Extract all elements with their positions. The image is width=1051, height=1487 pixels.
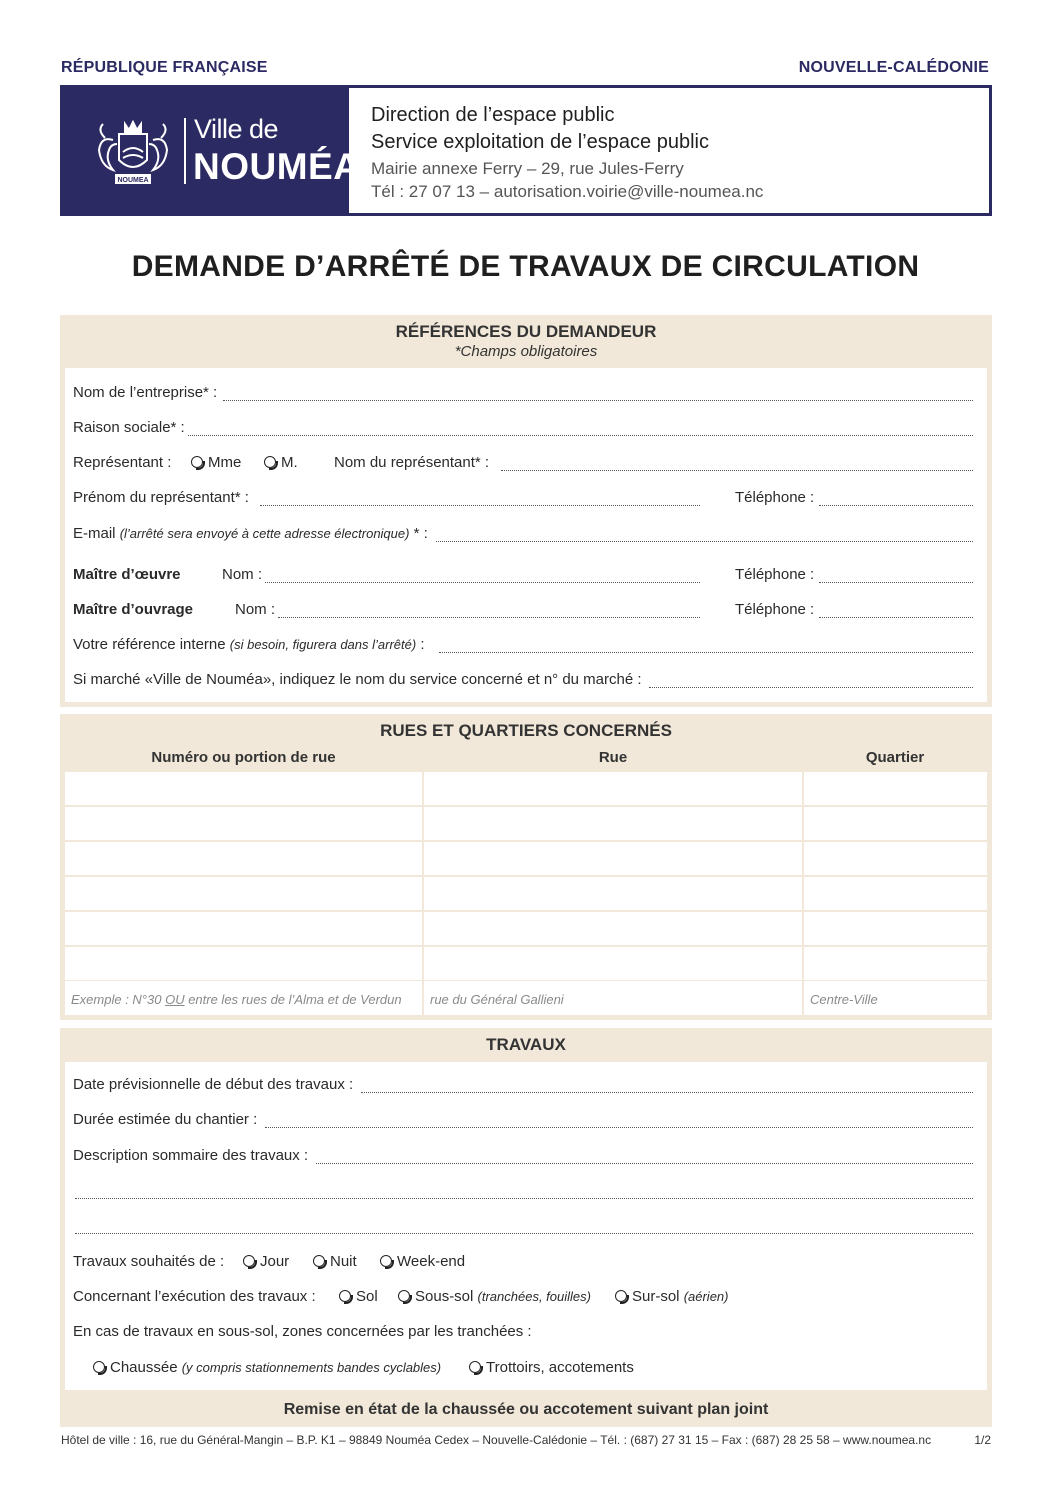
example-suffix: entre les rues de l’Alma et de Verdun xyxy=(184,992,402,1007)
prenom-field[interactable] xyxy=(260,504,700,506)
telephone-field[interactable] xyxy=(819,504,973,506)
crest-label: NOUMEA xyxy=(117,177,149,184)
col-header-quartier: Quartier xyxy=(865,749,925,766)
street-cell-numero[interactable] xyxy=(65,947,422,980)
jour-label: Jour xyxy=(260,1253,290,1270)
maitre-oeuvre-nom-label: Nom : xyxy=(222,566,263,583)
description-row xyxy=(73,1147,973,1169)
example-rue-cell xyxy=(424,981,802,1015)
works-form xyxy=(65,1062,987,1390)
street-cell-numero[interactable] xyxy=(65,772,422,805)
duree-label: Durée estimée du chantier : xyxy=(73,1111,258,1128)
chaussee-note: (y compris stationnements bandes cyclables) xyxy=(181,1360,442,1375)
street-cell-rue[interactable] xyxy=(424,912,802,945)
zones-label: En cas de travaux en sous-sol, zones concernées par les tranchées : xyxy=(73,1323,532,1340)
duree-row xyxy=(73,1111,973,1133)
logo-divider xyxy=(184,118,186,184)
street-cell-quartier[interactable] xyxy=(804,947,987,980)
maitre-ouvrage-tel-field[interactable] xyxy=(819,616,973,618)
entreprise-label: Nom de l’entreprise* : xyxy=(73,384,218,401)
logo-noumea-text: NOUMÉA xyxy=(193,146,361,187)
sous-sol-label: Sous-sol xyxy=(415,1288,474,1305)
sur-sol-note: (aérien) xyxy=(683,1289,729,1304)
maitre-ouvrage-nom-field[interactable] xyxy=(278,616,700,618)
ref-interne-row xyxy=(73,636,973,658)
nuit-option[interactable] xyxy=(313,1253,357,1270)
m-option[interactable] xyxy=(264,454,298,471)
service-name: Service exploitation de l’espace public xyxy=(371,131,709,153)
works-heading: TRAVAUX xyxy=(486,1035,566,1054)
nuit-radio[interactable] xyxy=(313,1255,325,1267)
example-numero xyxy=(71,992,402,1007)
street-cell-rue[interactable] xyxy=(424,877,802,910)
souhaites-label: Travaux souhaités de : xyxy=(73,1253,225,1270)
street-cell-rue[interactable] xyxy=(424,842,802,875)
office-address: Mairie annexe Ferry – 29, rue Jules-Ferry xyxy=(371,159,684,178)
street-cell-numero[interactable] xyxy=(65,842,422,875)
raison-row xyxy=(73,419,973,441)
maitre-oeuvre-row xyxy=(73,566,973,588)
raison-field[interactable] xyxy=(188,434,973,436)
nuit-label: Nuit xyxy=(330,1253,357,1270)
marche-row xyxy=(73,671,973,693)
description-field-1[interactable] xyxy=(316,1162,973,1164)
duree-field[interactable] xyxy=(265,1126,973,1128)
date-debut-row xyxy=(73,1076,973,1098)
zones-row xyxy=(73,1323,973,1345)
marche-field[interactable] xyxy=(649,686,973,688)
email-tail: * : xyxy=(413,525,428,542)
raison-label: Raison sociale* : xyxy=(73,419,185,436)
street-cell-quartier[interactable] xyxy=(804,772,987,805)
jour-radio[interactable] xyxy=(243,1255,255,1267)
maitre-ouvrage-row xyxy=(73,601,973,623)
example-quartier-cell xyxy=(804,981,987,1015)
chaussee-radio[interactable] xyxy=(93,1361,105,1373)
date-debut-label: Date prévisionnelle de début des travaux : xyxy=(73,1076,354,1093)
logo-panel xyxy=(63,88,361,213)
logo-ville-text: Ville de xyxy=(194,114,279,144)
street-cell-quartier[interactable] xyxy=(804,842,987,875)
mme-label: Mme xyxy=(208,454,242,471)
ref-interne-label: Votre référence interne xyxy=(73,636,226,653)
sol-label: Sol xyxy=(356,1288,378,1305)
maitre-ouvrage-label: Maître d’ouvrage xyxy=(73,601,194,618)
nom-rep-field[interactable] xyxy=(501,469,973,471)
execution-row xyxy=(73,1288,973,1310)
m-label: M. xyxy=(281,454,298,471)
sur-sol-radio[interactable] xyxy=(615,1290,627,1302)
example-prefix: Exemple : N°30 xyxy=(71,992,166,1007)
maitre-ouvrage-tel-label: Téléphone : xyxy=(735,601,815,618)
streets-section xyxy=(60,714,992,1020)
street-cell-rue[interactable] xyxy=(424,947,802,980)
street-cell-rue[interactable] xyxy=(424,807,802,840)
telephone-label: Téléphone : xyxy=(735,489,815,506)
coat-of-arms-icon xyxy=(91,116,175,188)
required-fields-note: *Champs obligatoires xyxy=(454,343,598,360)
maitre-oeuvre-tel-label: Téléphone : xyxy=(735,566,815,583)
example-rue: rue du Général Gallieni xyxy=(430,992,564,1007)
sous-sol-note: (tranchées, fouilles) xyxy=(477,1289,591,1304)
weekend-radio[interactable] xyxy=(380,1255,392,1267)
description-continuation-2 xyxy=(73,1217,973,1239)
prenom-row xyxy=(73,489,973,511)
streets-heading: RUES ET QUARTIERS CONCERNÉS xyxy=(380,721,672,740)
restoration-note: Remise en état de la chaussée ou accotement suivant plan joint xyxy=(283,1401,769,1418)
references-section xyxy=(60,315,992,707)
street-cell-numero[interactable] xyxy=(65,807,422,840)
maitre-ouvrage-nom-label: Nom : xyxy=(235,601,276,618)
chaussee-option[interactable] xyxy=(93,1359,441,1376)
direction-name: Direction de l’espace public xyxy=(371,104,615,126)
date-debut-field[interactable] xyxy=(361,1091,973,1093)
nom-rep-label: Nom du représentant* : xyxy=(334,454,490,471)
page-title: DEMANDE D’ARRÊTÉ DE TRAVAUX DE CIRCULATION xyxy=(131,250,920,283)
email-row xyxy=(73,525,973,547)
street-cell-numero[interactable] xyxy=(65,877,422,910)
description-field-2[interactable] xyxy=(75,1197,973,1199)
description-continuation-1 xyxy=(73,1182,973,1204)
entreprise-field[interactable] xyxy=(223,399,973,401)
ref-interne-note: (si besoin, figurera dans l’arrêté) xyxy=(229,637,417,652)
street-cell-quartier[interactable] xyxy=(804,807,987,840)
references-form xyxy=(65,368,987,702)
m-radio[interactable] xyxy=(264,456,276,468)
mme-radio[interactable] xyxy=(191,456,203,468)
maitre-oeuvre-tel-field[interactable] xyxy=(819,581,973,583)
republique-label: RÉPUBLIQUE FRANÇAISE xyxy=(61,59,268,76)
sol-radio[interactable] xyxy=(339,1290,351,1302)
col-header-numero: Numéro ou portion de rue xyxy=(151,749,336,766)
street-cell-quartier[interactable] xyxy=(804,877,987,910)
email-note: (l’arrêté sera envoyé à cette adresse électronique) xyxy=(119,526,410,541)
representant-label: Représentant : xyxy=(73,454,172,471)
marche-label: Si marché «Ville de Nouméa», indiquez le nom du service concerné et n° du marché : xyxy=(73,671,642,688)
sous-sol-option[interactable] xyxy=(398,1288,591,1305)
trottoirs-radio[interactable] xyxy=(469,1361,481,1373)
maitre-oeuvre-label: Maître d’œuvre xyxy=(73,566,181,583)
weekend-label: Week-end xyxy=(397,1253,466,1270)
email-label: E-mail xyxy=(73,525,116,542)
jour-option[interactable] xyxy=(243,1253,289,1270)
execution-label: Concernant l’exécution des travaux : xyxy=(73,1288,316,1305)
region-label: NOUVELLE-CALÉDONIE xyxy=(798,59,989,76)
ref-interne-tail: : xyxy=(420,636,425,653)
letterhead xyxy=(60,85,992,216)
works-section xyxy=(60,1028,992,1427)
contact-line: Tél : 27 07 13 – autorisation.voirie@ville-noumea.nc xyxy=(371,182,764,201)
ref-interne-field[interactable] xyxy=(439,651,973,653)
col-header-rue: Rue xyxy=(598,749,628,766)
example-ou: OU xyxy=(165,992,185,1007)
mme-option[interactable] xyxy=(191,454,241,471)
chaussee-label: Chaussée xyxy=(110,1359,178,1376)
references-heading: RÉFÉRENCES DU DEMANDEUR xyxy=(395,322,657,341)
sous-sol-radio[interactable] xyxy=(398,1290,410,1302)
example-numero-cell xyxy=(65,981,422,1015)
street-cell-numero[interactable] xyxy=(65,912,422,945)
description-label: Description sommaire des travaux : xyxy=(73,1147,309,1164)
footer-address: Hôtel de ville : 16, rue du Général-Mangin – B.P. K1 – 98849 Nouméa Cedex – Nouvelle-Calédonie – Tél. : (687) 27 31 15 – Fax : (687) 28 25 58 – www.noumea.nc xyxy=(61,1433,932,1447)
street-cell-rue[interactable] xyxy=(424,772,802,805)
page-number: 1/2 xyxy=(974,1433,991,1447)
email-field[interactable] xyxy=(436,540,973,542)
example-quartier: Centre-Ville xyxy=(810,992,878,1007)
souhaites-row xyxy=(73,1253,973,1275)
sur-sol-label: Sur-sol xyxy=(632,1288,680,1305)
sol-option[interactable] xyxy=(339,1288,378,1305)
trottoirs-option[interactable] xyxy=(469,1359,634,1376)
entreprise-row xyxy=(73,384,973,406)
representant-row xyxy=(73,454,973,476)
weekend-option[interactable] xyxy=(380,1253,465,1270)
sur-sol-option[interactable] xyxy=(615,1288,728,1305)
street-cell-quartier[interactable] xyxy=(804,912,987,945)
maitre-oeuvre-nom-field[interactable] xyxy=(265,581,700,583)
prenom-label: Prénom du représentant* : xyxy=(73,489,249,506)
description-field-3[interactable] xyxy=(75,1232,973,1234)
trottoirs-label: Trottoirs, accotements xyxy=(486,1359,634,1376)
zones-options-row xyxy=(73,1359,973,1381)
